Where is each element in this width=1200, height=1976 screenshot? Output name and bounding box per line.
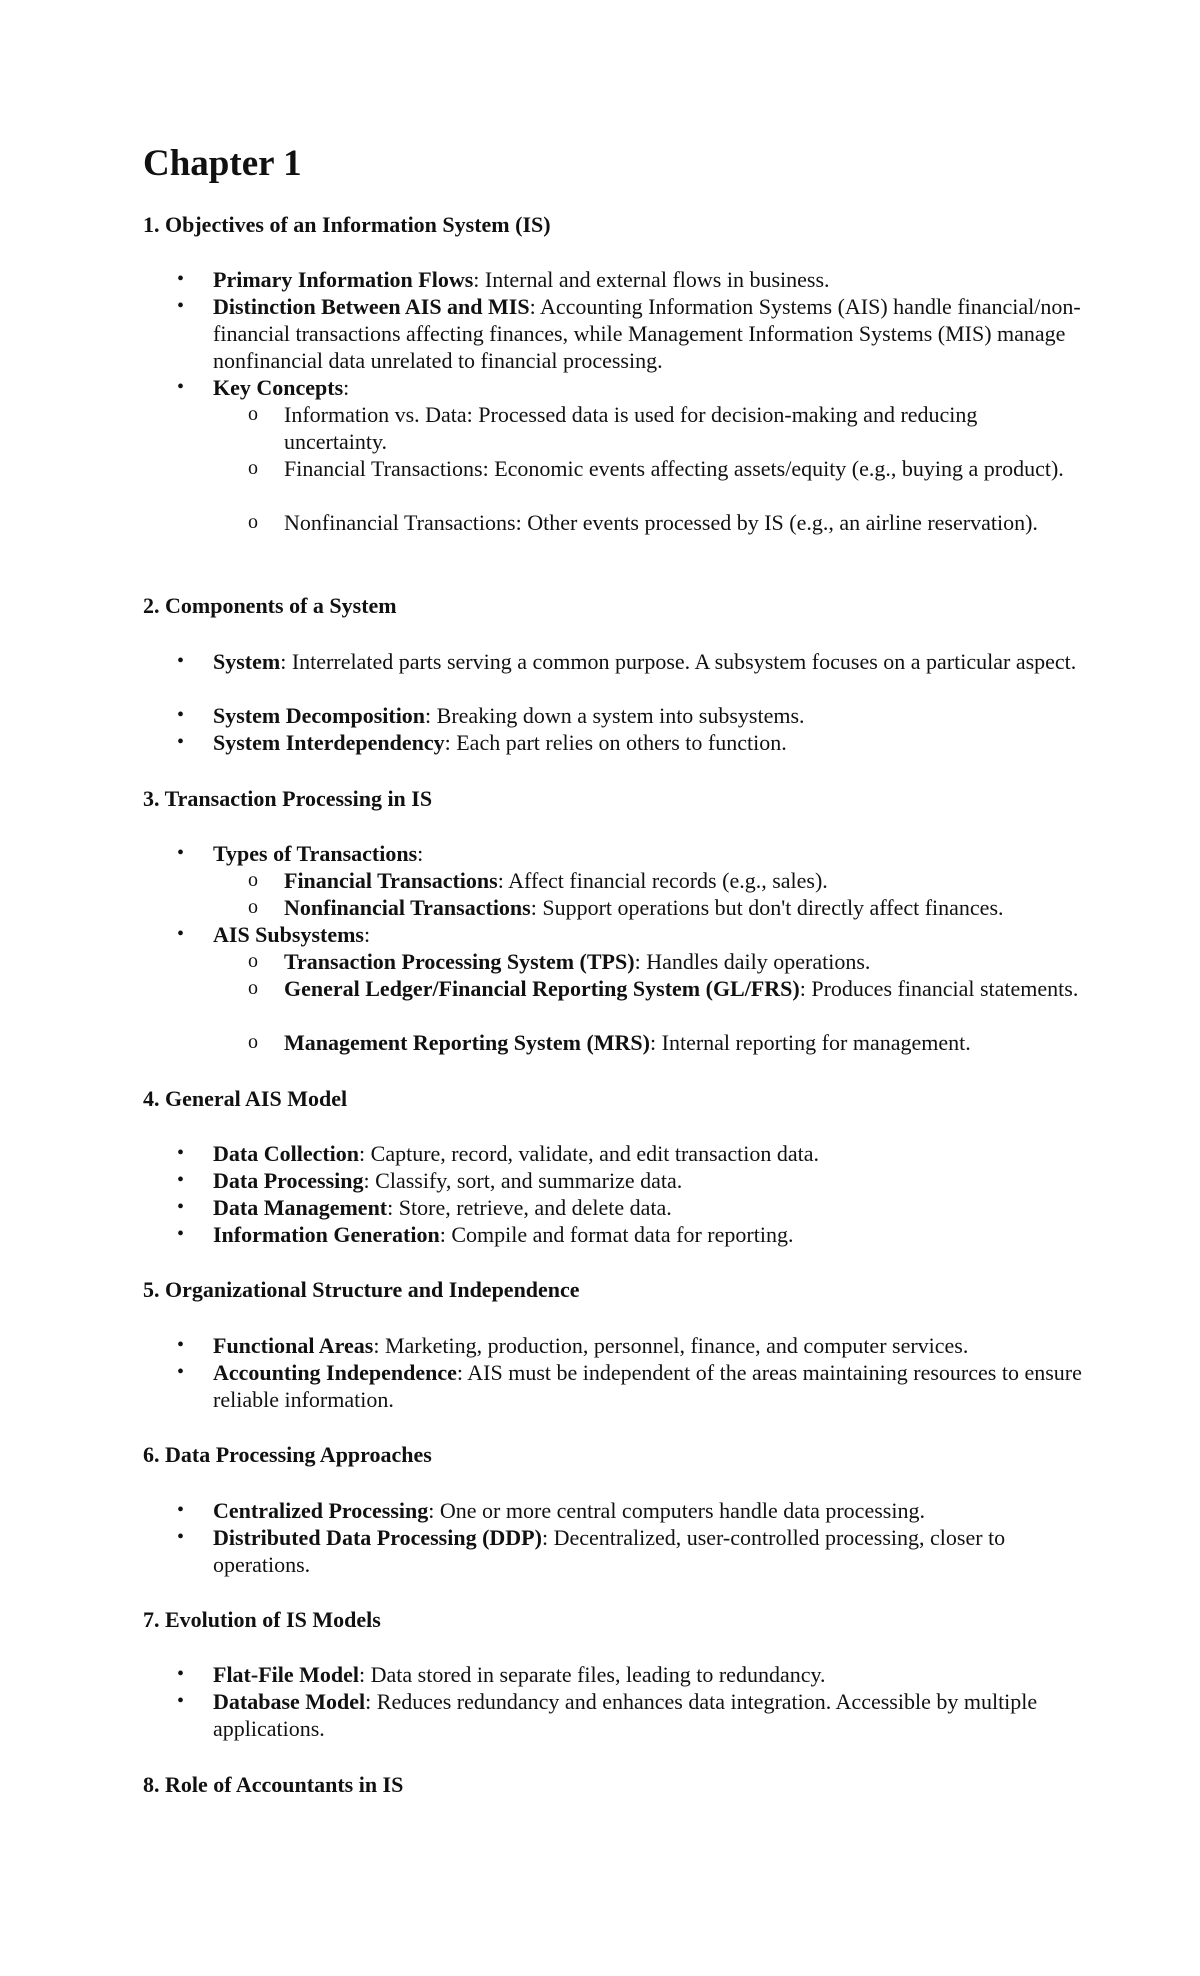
list-item: • Primary Information Flows: Internal and external flows in business.	[177, 267, 830, 292]
bullet-marker: •	[177, 1361, 185, 1383]
section-heading: 1. Objectives of an Information System (IS)	[143, 212, 551, 237]
sub-bullet-marker: o	[248, 950, 258, 972]
bullet-marker: •	[177, 704, 185, 726]
bullet-marker: •	[177, 731, 185, 753]
list-item: • Flat-File Model: Data stored in separate files, leading to redundancy.	[177, 1662, 826, 1687]
sub-list-item: o Transaction Processing System (TPS): Handles daily operations.	[248, 949, 871, 974]
section-heading: 7. Evolution of IS Models	[143, 1607, 381, 1632]
sub-list-item: o Nonfinancial Transactions: Other events processed by IS (e.g., an airline reservation).	[248, 510, 1038, 535]
list-item: • System: Interrelated parts serving a common purpose. A subsystem focuses on a particular aspect.	[177, 649, 1077, 674]
sub-list-item: o Financial Transactions: Affect financial records (e.g., sales).	[248, 868, 828, 893]
list-item: • Types of Transactions:	[177, 841, 424, 866]
bullet-marker: •	[177, 1196, 185, 1218]
list-item: • Database Model: Reduces redundancy and enhances data integration. Accessible by multiple applications.	[177, 1689, 1038, 1741]
list-item: • Distinction Between AIS and MIS: Accounting Information Systems (AIS) handle financial/non-financial transactions affecting finances, while Management Information Systems (MIS) manage nonfinancial data unrelated to financial processing.	[177, 294, 1081, 373]
sub-bullet-marker: o	[248, 896, 258, 918]
bullet-marker: •	[177, 1690, 185, 1712]
sub-bullet-marker: o	[248, 457, 258, 479]
bullet-marker: •	[177, 295, 185, 317]
chapter-title: Chapter 1	[143, 143, 302, 184]
list-item: • Centralized Processing: One or more central computers handle data processing.	[177, 1498, 925, 1523]
list-item: • Data Processing: Classify, sort, and summarize data.	[177, 1168, 683, 1193]
list-item: • Distributed Data Processing (DDP): Decentralized, user-controlled processing, closer to operations.	[177, 1525, 1006, 1577]
sub-bullet-marker: o	[248, 1031, 258, 1053]
section-heading: 8. Role of Accountants in IS	[143, 1772, 404, 1797]
list-item: • System Decomposition: Breaking down a system into subsystems.	[177, 703, 805, 728]
list-item: • Accounting Independence: AIS must be independent of the areas maintaining resources to ensure reliable information.	[177, 1360, 1082, 1412]
list-item: • Data Collection: Capture, record, validate, and edit transaction data.	[177, 1141, 820, 1166]
section-heading: 4. General AIS Model	[143, 1086, 348, 1111]
bullet-marker: •	[177, 1223, 185, 1245]
sub-list-item: o Information vs. Data: Processed data is used for decision-making and reducing uncertainty.	[248, 402, 978, 454]
sub-list-item: o Financial Transactions: Economic events affecting assets/equity (e.g., buying a product).	[248, 456, 1064, 481]
list-item: • Key Concepts:	[177, 375, 350, 400]
section-heading: 5. Organizational Structure and Independence	[143, 1277, 580, 1302]
sub-list-item: o Management Reporting System (MRS): Internal reporting for management.	[248, 1030, 971, 1055]
bullet-marker: •	[177, 842, 185, 864]
sub-list-item: o Nonfinancial Transactions: Support operations but don't directly affect finances.	[248, 895, 1004, 920]
bullet-marker: •	[177, 1526, 185, 1548]
bullet-marker: •	[177, 923, 185, 945]
section-heading: 6. Data Processing Approaches	[143, 1442, 432, 1467]
sub-bullet-marker: o	[248, 977, 258, 999]
section-heading: 2. Components of a System	[143, 593, 397, 618]
bullet-marker: •	[177, 376, 185, 398]
bullet-marker: •	[177, 1663, 185, 1685]
bullet-marker: •	[177, 1169, 185, 1191]
list-item: • Data Management: Store, retrieve, and delete data.	[177, 1195, 672, 1220]
section-heading: 3. Transaction Processing in IS	[143, 786, 433, 811]
list-item: • Information Generation: Compile and format data for reporting.	[177, 1222, 794, 1247]
list-item: • AIS Subsystems:	[177, 922, 371, 947]
sub-bullet-marker: o	[248, 403, 258, 425]
bullet-marker: •	[177, 1334, 185, 1356]
sub-bullet-marker: o	[248, 869, 258, 891]
bullet-marker: •	[177, 1142, 185, 1164]
list-item: • Functional Areas: Marketing, production, personnel, finance, and computer services.	[177, 1333, 969, 1358]
sub-list-item: o General Ledger/Financial Reporting System (GL/FRS): Produces financial statements.	[248, 976, 1079, 1001]
sub-bullet-marker: o	[248, 511, 258, 533]
bullet-marker: •	[177, 1499, 185, 1521]
list-item: • System Interdependency: Each part relies on others to function.	[177, 730, 787, 755]
bullet-marker: •	[177, 650, 185, 672]
bullet-marker: •	[177, 268, 185, 290]
